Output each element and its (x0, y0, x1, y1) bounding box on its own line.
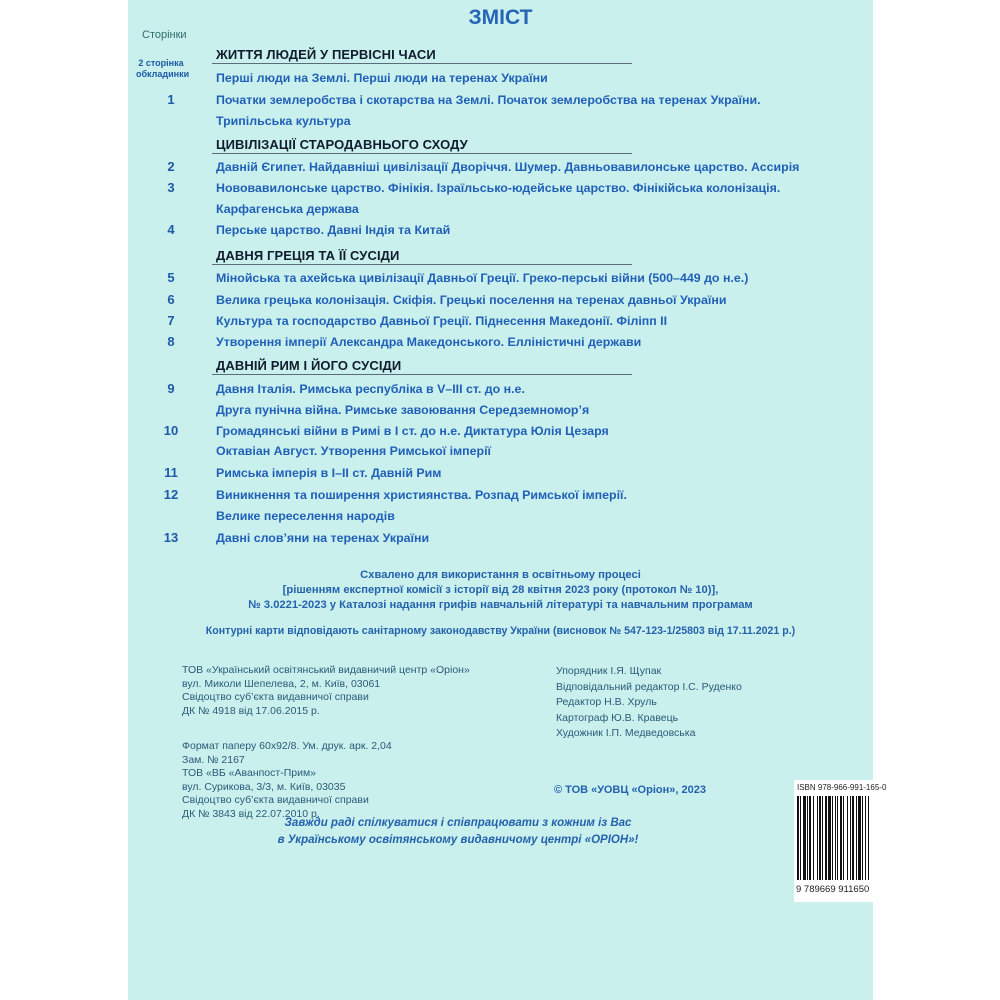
printing-info: Формат паперу 60х92/8. Ум. друк. арк. 2,04 Зам. № 2167 ТОВ «ВБ «Аванпост-Прим» вул. Сурикова, 3/3, м. Київ, 03035 Свідоцтво суб’єкта видавничої справи ДК № 3843 від 22.07.2010 р. (182, 740, 392, 820)
page-title: ЗМІСТ (468, 6, 533, 29)
section-title: ЦИВІЛІЗАЦІЇ СТАРОДАВНЬОГО СХОДУ (216, 137, 468, 152)
toc-page-number: 7 (167, 313, 175, 328)
maps-note: Контурні карти відповідають санітарному законодавству України (висновок № 547-123-1/25803 від 17.11.2021 р.) (205, 625, 796, 637)
toc-entry: Давній Єгипет. Найдавніші цивілізації Дворіччя. Шумер. Давньовавилонське царство. Ассирія (216, 160, 800, 174)
toc-entry: Велика грецька колонізація. Скіфія. Грецькі поселення на теренах давньої України (216, 293, 727, 307)
toc-entry: Перші люди на Землі. Перші люди на теренах України (216, 71, 548, 85)
slogan: Завжди раді спілкуватися і співпрацювати з кожним із Вас в Українському освітянському видавничому центрі «ОРІОН»! (277, 817, 639, 846)
toc-entry: Нововавилонське царство. Фінікія. Ізраїльсько-юдейське царство. Фінікійська колонізація. (216, 181, 781, 195)
toc-page-number: 12 (163, 487, 179, 502)
credits-info: Упорядник І.Я. Щупак Відповідальний редактор І.С. Руденко Редактор Н.В. Хруль Картограф Ю.В. Кравець Художник І.П. Медведовська (556, 665, 742, 739)
toc-entry: Октавіан Август. Утворення Римської імперії (216, 444, 492, 458)
section-title: ДАВНІЙ РИМ І ЙОГО СУСІДИ (216, 358, 402, 373)
toc-page-number: 5 (167, 270, 175, 285)
toc-entry: Утворення імперії Александра Македонського. Елліністичні держави (216, 335, 642, 349)
pages-column-label: Сторінки (142, 29, 187, 41)
barcode-number: 9 789669 911650 (796, 884, 870, 895)
toc-page-number: 6 (167, 292, 175, 307)
publisher-info: ТОВ «Український освітянський видавничий центр «Оріон» вул. Миколи Шепелева, 2, м. Київ, 03061 Свідоцтво суб’єкта видавничої справи ДК № 4918 від 17.06.2015 р. (182, 664, 470, 717)
toc-page-number: 10 (163, 423, 179, 438)
cover-page-label: 2 сторінка обкладинки (136, 58, 190, 79)
section-divider (212, 374, 632, 375)
isbn-barcode (794, 780, 887, 902)
toc-page-number: 13 (163, 530, 179, 545)
toc-entry: Друга пунічна війна. Римське завоювання Середземномор’я (216, 403, 590, 417)
section-divider (212, 153, 632, 154)
toc-entry: Громадянські війни в Римі в І ст. до н.е. Диктатура Юлія Цезаря (216, 424, 609, 438)
section-divider (212, 264, 632, 265)
approval-line: № 3.0221-2023 у Каталозі надання грифів навчальній літературі та навчальним програмам (248, 599, 753, 611)
toc-entry: Культура та господарство Давньої Греції. Піднесення Македонії. Філіпп ІІ (216, 314, 668, 328)
toc-entry: Виникнення та поширення християнства. Розпад Римської імперії. (216, 488, 627, 502)
toc-page-number: 11 (164, 465, 178, 480)
toc-page-number: 2 (167, 159, 175, 174)
isbn-label: ISBN 978-966-991-165-0 (797, 783, 887, 792)
toc-page-number: 3 (167, 180, 175, 195)
approval-line: [рішенням експертної комісії з історії від 28 квітня 2023 року (протокол № 10)], (282, 584, 719, 596)
copyright: © ТОВ «УОВЦ «Оріон», 2023 (554, 784, 706, 796)
approval-line: Схвалено для використання в освітньому процесі (360, 569, 641, 581)
toc-entry: Мінойська та ахейська цивілізації Давньої Греції. Греко-перські війни (500–449 до н.е.) (216, 271, 749, 285)
section-title: ДАВНЯ ГРЕЦІЯ ТА ЇЇ СУСІДИ (216, 248, 400, 263)
toc-page-number: 4 (167, 222, 175, 237)
toc-entry: Римська імперія в І–ІІ ст. Давній Рим (216, 466, 442, 480)
toc-entry: Карфагенська держава (216, 202, 359, 216)
toc-page-number: 9 (167, 381, 175, 396)
toc-entry: Велике переселення народів (216, 509, 395, 523)
barcode-bars (796, 796, 871, 880)
toc-entry: Давня Італія. Римська республіка в V–ІІІ ст. до н.е. (216, 382, 525, 396)
toc-entry: Перське царство. Давні Індія та Китай (216, 223, 451, 237)
section-divider (212, 63, 632, 64)
book-page (128, 0, 887, 1000)
toc-entry: Початки землеробства і скотарства на Землі. Початок землеробства на теренах України. (216, 93, 761, 107)
section-title: ЖИТТЯ ЛЮДЕЙ У ПЕРВІСНІ ЧАСИ (216, 47, 436, 62)
toc-entry: Трипільська культура (216, 114, 351, 128)
toc-page-number: 1 (167, 92, 175, 107)
toc-page-number: 8 (167, 334, 175, 349)
toc-entry: Давні слов’яни на теренах України (216, 531, 430, 545)
